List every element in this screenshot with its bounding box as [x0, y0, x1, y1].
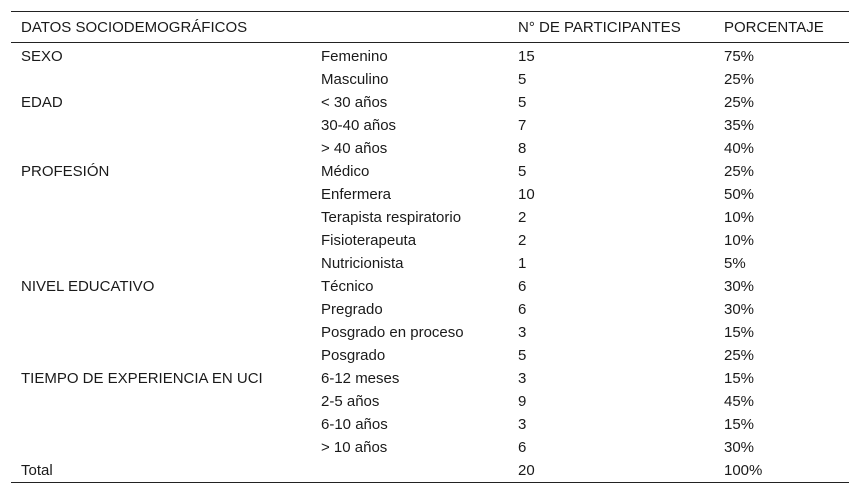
- table-row: [11, 367, 849, 390]
- subcategory-cell: Médico: [321, 163, 370, 180]
- subcategory-cell: Nutricionista: [321, 255, 404, 272]
- table-row: [11, 160, 849, 183]
- table-row: [11, 252, 849, 275]
- table-row: [11, 413, 849, 436]
- table-row: [11, 321, 849, 344]
- subcategory-cell: Masculino: [321, 71, 389, 88]
- header-subcategory: [311, 12, 508, 43]
- sociodemographic-table-container: [11, 11, 849, 483]
- category-cell: Total: [21, 462, 53, 479]
- percentage-cell: 75%: [724, 48, 755, 65]
- table-row: [11, 68, 849, 91]
- participants-cell: 6: [518, 439, 527, 456]
- percentage-cell: 40%: [724, 140, 755, 157]
- participants-cell: 5: [518, 347, 527, 364]
- participants-cell: 7: [518, 117, 527, 134]
- subcategory-cell: 30-40 años: [321, 117, 397, 134]
- category-cell: [11, 137, 311, 160]
- percentage-cell: 30%: [724, 278, 755, 295]
- sociodemographic-table: [11, 11, 849, 483]
- subcategory-cell: [311, 459, 508, 483]
- participants-cell: 3: [518, 416, 527, 433]
- participants-cell: 5: [518, 71, 527, 88]
- subcategory-cell: < 30 años: [321, 94, 388, 111]
- subcategory-cell: Terapista respiratorio: [321, 209, 462, 226]
- subcategory-cell: Enfermera: [321, 186, 392, 203]
- percentage-cell: 10%: [724, 232, 755, 249]
- category-cell: [11, 436, 311, 459]
- percentage-cell: 100%: [724, 462, 763, 479]
- participants-cell: 20: [518, 462, 535, 479]
- category-cell: [11, 183, 311, 206]
- category-cell: SEXO: [21, 48, 63, 65]
- table-row: [11, 344, 849, 367]
- participants-cell: 5: [518, 163, 527, 180]
- table-row: [11, 183, 849, 206]
- category-cell: PROFESIÓN: [21, 163, 110, 180]
- category-cell: EDAD: [21, 94, 63, 111]
- percentage-cell: 50%: [724, 186, 755, 203]
- subcategory-cell: Pregrado: [321, 301, 383, 318]
- table-body: [11, 43, 849, 483]
- percentage-cell: 25%: [724, 347, 755, 364]
- table-row: [11, 91, 849, 114]
- header-porcentaje: PORCENTAJE: [724, 18, 824, 36]
- participants-cell: 5: [518, 94, 527, 111]
- table-row: [11, 436, 849, 459]
- percentage-cell: 15%: [724, 324, 755, 341]
- category-cell: [11, 114, 311, 137]
- table-row: [11, 43, 849, 69]
- participants-cell: 8: [518, 140, 527, 157]
- participants-cell: 2: [518, 232, 527, 249]
- category-cell: [11, 229, 311, 252]
- subcategory-cell: > 40 años: [321, 140, 388, 157]
- category-cell: [11, 298, 311, 321]
- table-row: [11, 229, 849, 252]
- participants-cell: 2: [518, 209, 527, 226]
- participants-cell: 9: [518, 393, 527, 410]
- table-row: [11, 459, 849, 483]
- subcategory-cell: Posgrado en proceso: [321, 324, 464, 341]
- category-cell: [11, 344, 311, 367]
- participants-cell: 3: [518, 324, 527, 341]
- participants-cell: 6: [518, 278, 527, 295]
- percentage-cell: 25%: [724, 163, 755, 180]
- participants-cell: 15: [518, 48, 535, 65]
- percentage-cell: 45%: [724, 393, 755, 410]
- category-cell: TIEMPO DE EXPERIENCIA EN UCI: [21, 370, 263, 387]
- table-row: [11, 390, 849, 413]
- table-header: [11, 12, 849, 43]
- participants-cell: 10: [518, 186, 535, 203]
- participants-cell: 3: [518, 370, 527, 387]
- category-cell: [11, 206, 311, 229]
- category-cell: [11, 321, 311, 344]
- percentage-cell: 30%: [724, 439, 755, 456]
- percentage-cell: 30%: [724, 301, 755, 318]
- subcategory-cell: 2-5 años: [321, 393, 380, 410]
- category-cell: [11, 252, 311, 275]
- percentage-cell: 15%: [724, 416, 755, 433]
- subcategory-cell: > 10 años: [321, 439, 388, 456]
- percentage-cell: 10%: [724, 209, 755, 226]
- table-row: [11, 275, 849, 298]
- table-row: [11, 114, 849, 137]
- category-cell: [11, 68, 311, 91]
- header-participantes: N° DE PARTICIPANTES: [518, 18, 681, 36]
- table-row: [11, 298, 849, 321]
- table-row: [11, 206, 849, 229]
- header-datos: DATOS SOCIODEMOGRÁFICOS: [21, 18, 248, 36]
- category-cell: NIVEL EDUCATIVO: [21, 278, 155, 295]
- subcategory-cell: Femenino: [321, 48, 388, 65]
- percentage-cell: 15%: [724, 370, 755, 387]
- header-row: [11, 12, 849, 43]
- subcategory-cell: 6-10 años: [321, 416, 388, 433]
- participants-cell: 6: [518, 301, 527, 318]
- percentage-cell: 35%: [724, 117, 755, 134]
- subcategory-cell: Técnico: [321, 278, 374, 295]
- percentage-cell: 5%: [724, 255, 746, 272]
- subcategory-cell: Posgrado: [321, 347, 386, 364]
- percentage-cell: 25%: [724, 71, 755, 88]
- percentage-cell: 25%: [724, 94, 755, 111]
- subcategory-cell: 6-12 meses: [321, 370, 400, 387]
- subcategory-cell: Fisioterapeuta: [321, 232, 417, 249]
- category-cell: [11, 413, 311, 436]
- participants-cell: 1: [518, 255, 527, 272]
- category-cell: [11, 390, 311, 413]
- table-row: [11, 137, 849, 160]
